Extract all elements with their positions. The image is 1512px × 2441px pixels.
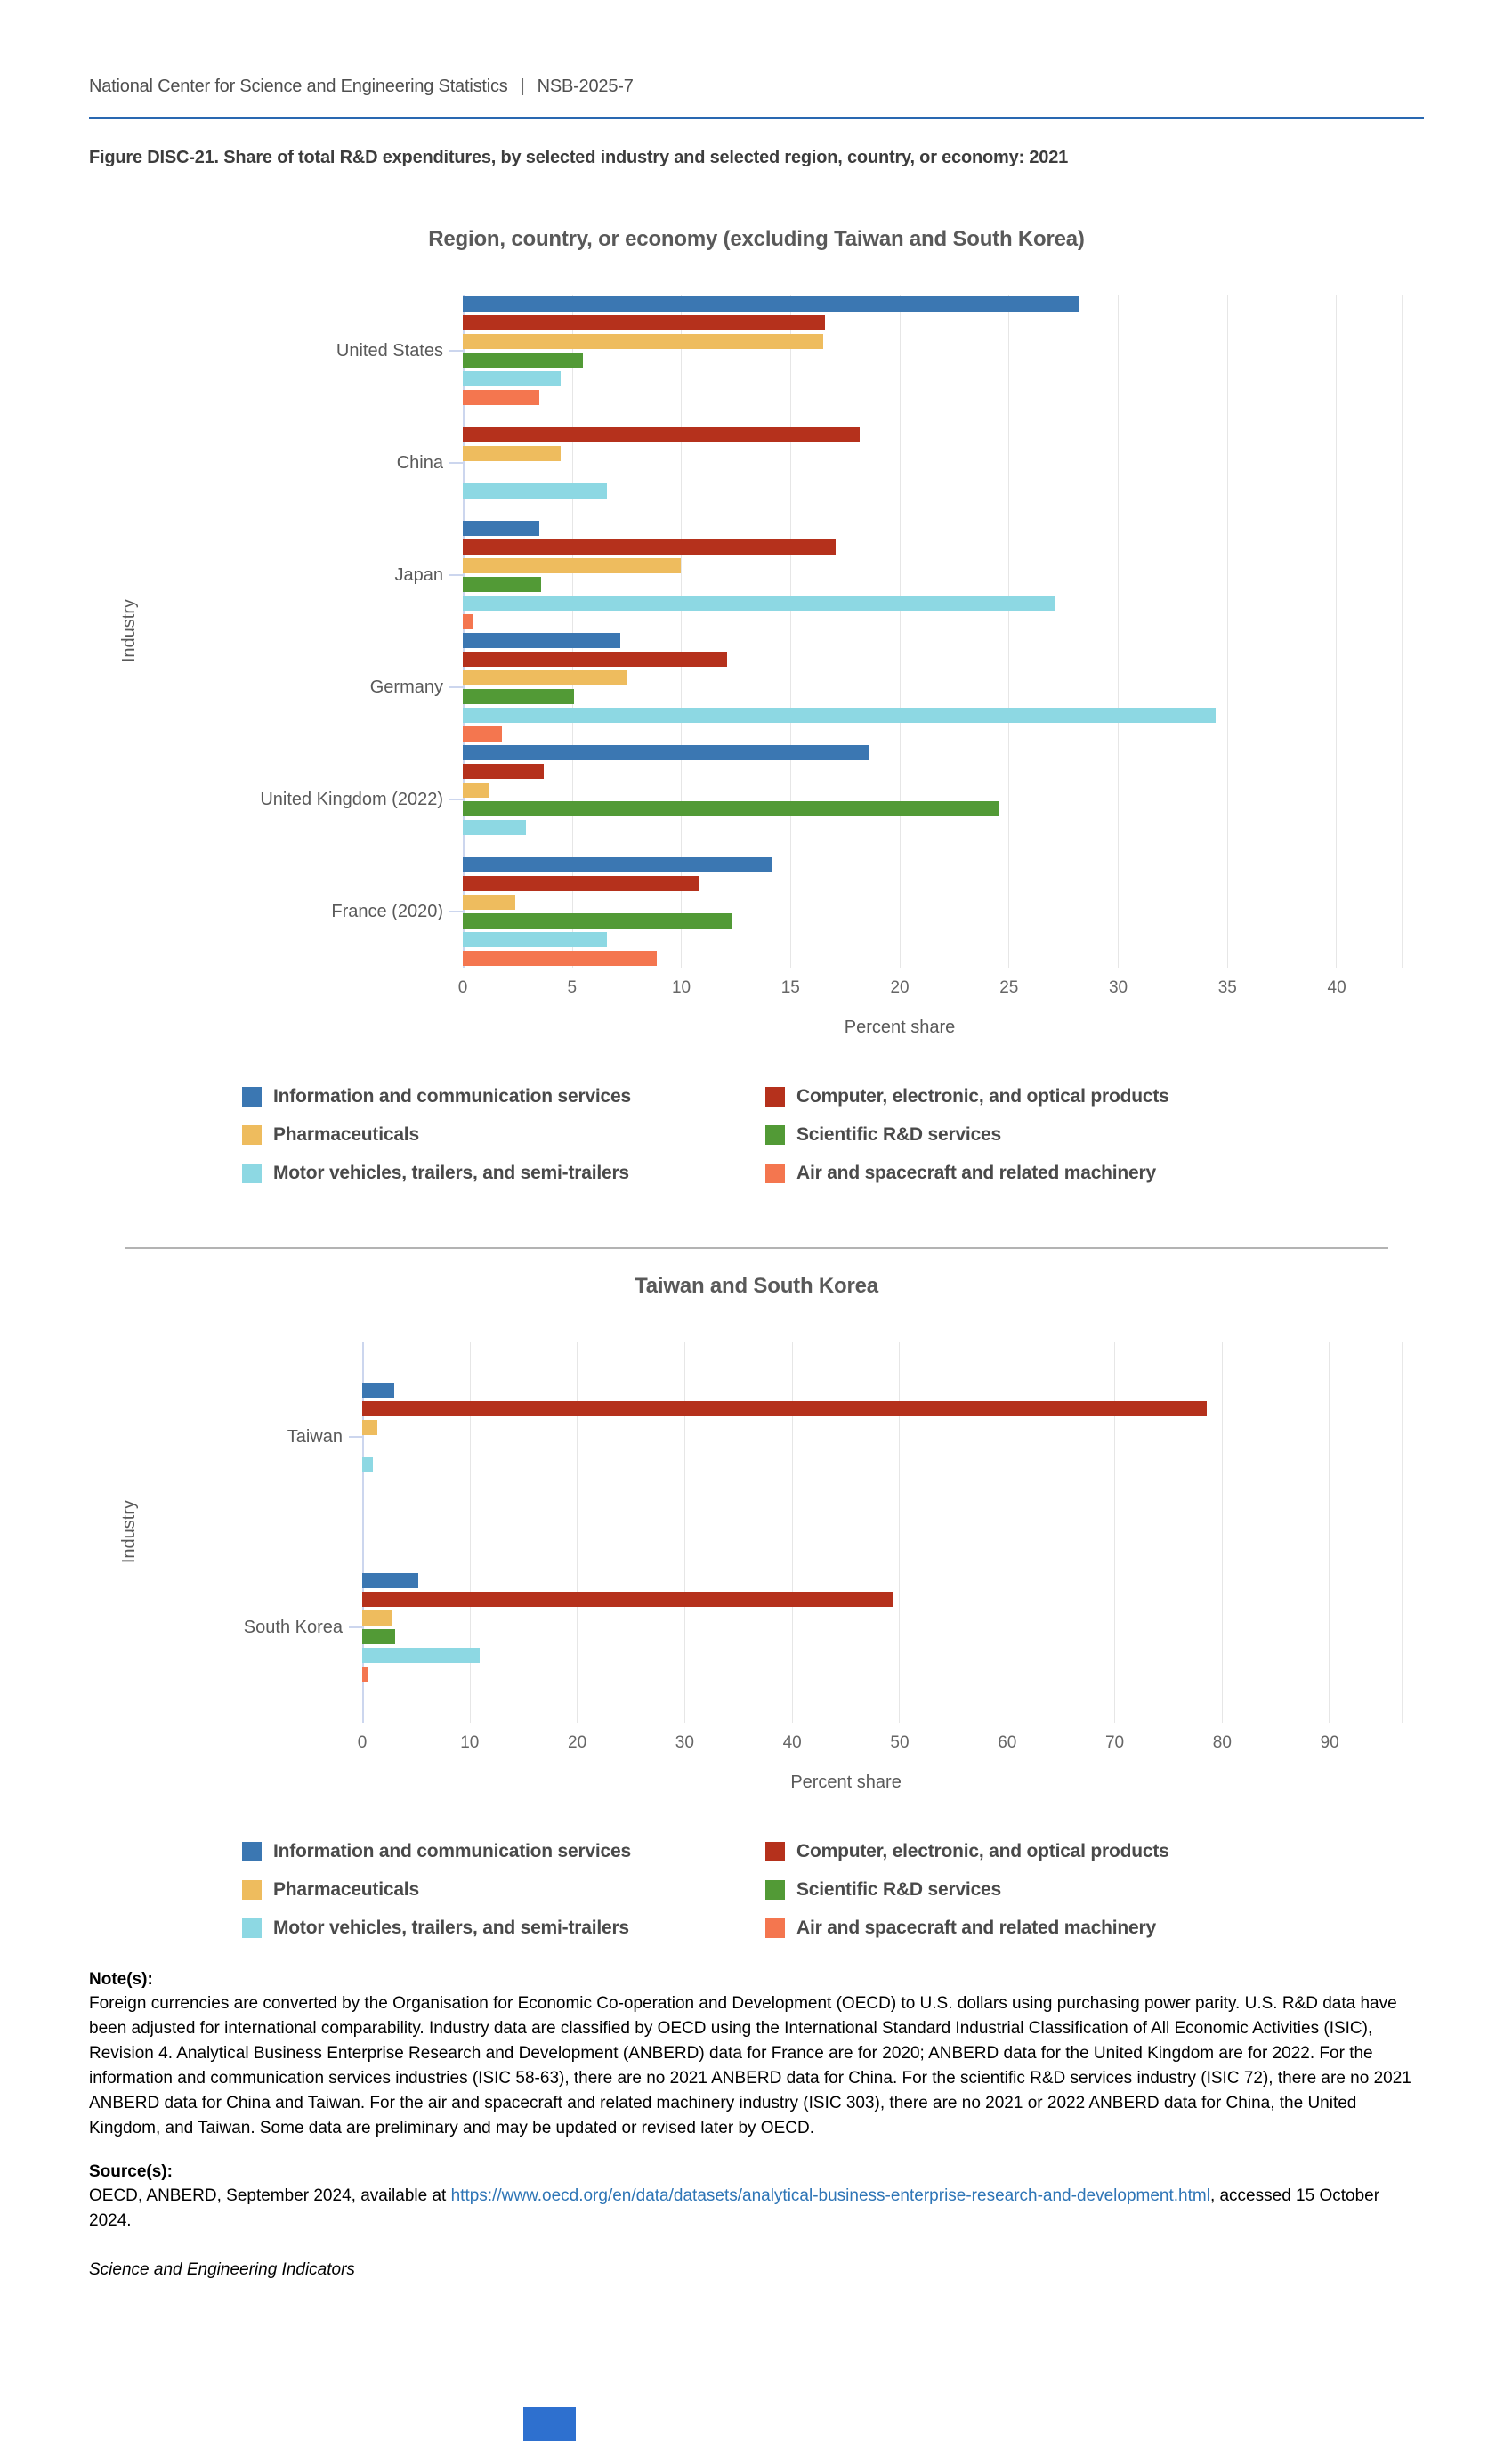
bar-slot (463, 874, 1402, 893)
bar-slot (463, 799, 1402, 818)
x-tick-label: 20 (568, 1733, 587, 1752)
category-tick (449, 574, 463, 576)
bar-slot (463, 388, 1402, 407)
x-axis-label: Percent share (844, 1018, 956, 1037)
bar-slot (463, 426, 1402, 444)
bar-slot (463, 762, 1402, 781)
bar-slot (362, 1381, 1402, 1399)
category-tick (449, 911, 463, 912)
source-prefix: OECD, ANBERD, September 2024, available at (89, 2186, 451, 2205)
bar (463, 427, 860, 442)
bar (463, 539, 836, 555)
category-label-text: France (2020) (331, 901, 443, 921)
bar-slot (463, 538, 1402, 556)
x-axis-label-row (463, 1018, 1403, 1038)
bar-slot (463, 612, 1402, 631)
bar-slot (463, 407, 1402, 426)
bar (463, 446, 561, 461)
legend-item (242, 1870, 765, 1909)
notes-label: Note(s): (89, 1970, 153, 1989)
notes-section (89, 1970, 1424, 2141)
bar (463, 633, 620, 648)
plot-area (463, 295, 1403, 968)
bar (463, 932, 607, 947)
bar-slot (463, 818, 1402, 837)
bar (463, 652, 727, 667)
bar-group (463, 631, 1402, 743)
category-tick (449, 350, 463, 352)
publication-name: Science and Engineering Indicators (89, 2260, 355, 2279)
bar (463, 614, 473, 629)
bar-slot (463, 463, 1402, 482)
bar-slot (463, 332, 1402, 351)
legend-column-right (765, 1832, 1169, 1947)
bar-group (463, 407, 1402, 519)
legend-column-left (242, 1077, 765, 1192)
bar-slot (362, 1571, 1402, 1590)
bar-slot (362, 1474, 1402, 1493)
y-axis-label-text: Industry (118, 1500, 139, 1564)
bar (463, 353, 583, 368)
x-tick-label: 15 (780, 978, 800, 997)
bar-slot (362, 1627, 1402, 1646)
x-tick-label: 80 (1212, 1733, 1232, 1752)
bar (463, 334, 823, 349)
x-axis-ticks (357, 1733, 1403, 1760)
category-label (169, 519, 463, 631)
legend-item (242, 1154, 765, 1192)
legend (242, 1077, 1424, 1192)
bar-slot (362, 1437, 1402, 1456)
bar-slot (362, 1399, 1402, 1418)
chart-title: Taiwan and South Korea (635, 1274, 878, 1298)
x-axis-label-row (362, 1772, 1403, 1793)
bar (362, 1420, 377, 1435)
bar (362, 1610, 392, 1626)
category-label-text: Germany (369, 677, 443, 697)
legend-swatch (765, 1087, 785, 1107)
legend-label: Air and spacecraft and related machinery (796, 1162, 1156, 1183)
x-axis-label: Percent share (790, 1772, 902, 1792)
x-tick-label: 10 (460, 1733, 480, 1752)
legend-swatch (242, 1880, 262, 1900)
bar-slot (463, 912, 1402, 930)
legend-swatch (242, 1842, 262, 1861)
x-tick-label: 35 (1217, 978, 1237, 997)
bar (463, 820, 526, 835)
category-label (169, 856, 463, 968)
bar-slot (463, 893, 1402, 912)
legend-label: Scientific R&D services (796, 1123, 1002, 1145)
header-separator: | (520, 77, 525, 96)
bar (362, 1401, 1207, 1416)
plot-grid (89, 295, 1424, 968)
category-label (169, 295, 463, 407)
y-axis-label-text: Industry (118, 599, 139, 663)
bar-slot (362, 1418, 1402, 1437)
y-axis-label (89, 295, 169, 968)
legend-label: Pharmaceuticals (273, 1878, 419, 1900)
legend-item (242, 1832, 765, 1870)
bar-group (463, 743, 1402, 856)
legend-item (765, 1909, 1169, 1947)
category-label-text: Japan (394, 564, 443, 585)
bar (463, 708, 1216, 723)
x-tick-label: 30 (1108, 978, 1128, 997)
bar (362, 1573, 418, 1588)
legend-item (765, 1115, 1169, 1154)
bar-slot (463, 669, 1402, 687)
bar-slot (463, 781, 1402, 799)
bar (362, 1383, 394, 1398)
category-label-text: South Korea (243, 1617, 343, 1637)
x-tick-label: 40 (1327, 978, 1346, 997)
bar (463, 577, 541, 592)
x-axis-ticks (457, 978, 1403, 1005)
bar (463, 596, 1055, 611)
x-tick-label: 70 (1104, 1733, 1125, 1752)
bar-group (362, 1532, 1402, 1723)
legend-label: Information and communication services (273, 1840, 631, 1861)
legend-label: Motor vehicles, trailers, and semi-trailers (273, 1917, 629, 1938)
category-column (169, 1342, 362, 1723)
bar-slot (463, 519, 1402, 538)
bar-slot (362, 1646, 1402, 1665)
header-rule (89, 117, 1424, 119)
x-tick-label: 5 (567, 978, 578, 997)
bar-slot (463, 594, 1402, 612)
x-tick-label: 40 (782, 1733, 802, 1752)
plot-grid (89, 1342, 1424, 1723)
source-label: Source(s): (89, 2162, 173, 2181)
legend-item (765, 1077, 1169, 1115)
x-tick-label: 90 (1320, 1733, 1339, 1752)
legend-swatch (765, 1164, 785, 1183)
category-label-text: Taiwan (287, 1426, 343, 1447)
x-tick-label: 0 (357, 1733, 368, 1752)
legend-label: Air and spacecraft and related machinery (796, 1917, 1156, 1938)
legend-item (765, 1154, 1169, 1192)
x-tick-label: 10 (671, 978, 691, 997)
bar (362, 1592, 893, 1607)
bar (463, 895, 515, 910)
chart-taiwan-south-korea (89, 1274, 1424, 1947)
legend-label: Computer, electronic, and optical products (796, 1840, 1169, 1861)
legend-column-right (765, 1077, 1169, 1192)
bar-slot (463, 575, 1402, 594)
bar (463, 670, 627, 685)
chart-region-country-economy (89, 227, 1424, 1192)
bar-slot (463, 856, 1402, 874)
bar-slot (463, 930, 1402, 949)
plot-area (362, 1342, 1403, 1723)
bar (463, 558, 681, 573)
bar-slot (463, 369, 1402, 388)
bar-group (463, 519, 1402, 631)
legend-label: Pharmaceuticals (273, 1123, 419, 1145)
bar (463, 371, 561, 386)
legend-swatch (242, 1918, 262, 1938)
category-tick (349, 1436, 362, 1438)
legend-swatch (242, 1125, 262, 1145)
bar-slot (463, 743, 1402, 762)
bar (362, 1629, 395, 1644)
bar-slot (463, 725, 1402, 743)
category-label (169, 1342, 362, 1532)
source-text (89, 2184, 1424, 2234)
bar (463, 764, 544, 779)
bar-slot (463, 351, 1402, 369)
bar-group (362, 1342, 1402, 1532)
source-link[interactable]: https://www.oecd.org/en/data/datasets/analytical-business-enterprise-research-and-development.html (450, 2186, 1210, 2205)
bar (463, 726, 502, 742)
legend-swatch (765, 1842, 785, 1861)
bar-slot (463, 706, 1402, 725)
legend-label: Scientific R&D services (796, 1878, 1002, 1900)
bar-slot (362, 1665, 1402, 1683)
legend-swatch (765, 1918, 785, 1938)
report-header (89, 0, 1424, 97)
legend-column-left (242, 1832, 765, 1947)
bar (463, 745, 869, 760)
notes-text: Foreign currencies are converted by the Organisation for Economic Co-operation and Development (OECD) to U.S. dollars using purchasing power parity. U.S. R&D data have been adjusted for international comparability. Industry data are classified by OECD using the International Standard Industrial Classification of All Economic Activities (ISIC), Revision 4. Analytical Business Enterprise Research and Development (ANBERD) data for France are for 2020; ANBERD data for the United Kingdom are for 2022. For the information and communication services industries (ISIC 58-63), there are no 2021 ANBERD data for China. For the scientific R&D services industry (ISIC 72), there are no 2021 ANBERD data for China and Taiwan. For the air and spacecraft and related machinery industry (ISIC 303), there are no 2021 or 2022 ANBERD data for China, the United Kingdom, and Taiwan. Some data are preliminary and may be updated or revised later by OECD. (89, 1994, 1411, 2137)
bar-slot (463, 500, 1402, 519)
category-tick (449, 799, 463, 800)
bar (463, 913, 732, 929)
legend-item (765, 1870, 1169, 1909)
report-id: NSB-2025-7 (537, 77, 634, 96)
category-label (169, 631, 463, 743)
bar-slot (463, 313, 1402, 332)
x-tick-label: 50 (890, 1733, 910, 1752)
bar (463, 390, 539, 405)
legend (242, 1832, 1424, 1947)
legend-item (242, 1909, 765, 1947)
legend-swatch (242, 1164, 262, 1183)
chart-title: Region, country, or economy (excluding Taiwan and South Korea) (428, 227, 1085, 251)
legend-swatch (242, 1087, 262, 1107)
category-tick (449, 686, 463, 688)
bar (463, 876, 699, 891)
bar-slot (463, 687, 1402, 706)
bar-slot (463, 295, 1402, 313)
legend-item (242, 1115, 765, 1154)
category-tick (449, 462, 463, 464)
bar (463, 521, 539, 536)
bar (463, 689, 574, 704)
bar (362, 1667, 368, 1682)
bar (362, 1457, 373, 1472)
y-axis-label (89, 1342, 169, 1723)
legend-swatch (765, 1880, 785, 1900)
legend-item (765, 1832, 1169, 1870)
category-label-text: United Kingdom (2022) (260, 789, 443, 809)
legend-item (242, 1077, 765, 1115)
legend-swatch (765, 1125, 785, 1145)
bar (463, 483, 607, 499)
x-tick-label: 25 (999, 978, 1019, 997)
bar-slot (362, 1590, 1402, 1609)
bar-slot (463, 482, 1402, 500)
bar-slot (463, 556, 1402, 575)
bar-group (463, 856, 1402, 968)
x-tick-label: 60 (998, 1733, 1017, 1752)
bar-slot (463, 631, 1402, 650)
x-tick-label: 20 (890, 978, 910, 997)
bar-slot (463, 650, 1402, 669)
figure-title: Figure DISC-21. Share of total R&D expenditures, by selected industry and selected region, country, or economy: 2021 (89, 148, 1069, 167)
bar-slot (362, 1456, 1402, 1474)
category-label-text: China (396, 452, 443, 473)
x-tick-label: 0 (457, 978, 468, 997)
bar (463, 315, 825, 330)
legend-label: Computer, electronic, and optical products (796, 1085, 1169, 1107)
category-label (169, 407, 463, 519)
source-section (89, 2162, 1424, 2234)
legend-label: Information and communication services (273, 1085, 631, 1107)
category-column (169, 295, 463, 968)
bar (463, 951, 657, 966)
bar (463, 857, 772, 872)
bar (463, 801, 999, 816)
bar-slot (362, 1609, 1402, 1627)
x-tick-label: 30 (675, 1733, 694, 1752)
bar-slot (463, 949, 1402, 968)
legend-label: Motor vehicles, trailers, and semi-trailers (273, 1162, 629, 1183)
category-label-text: United States (336, 340, 443, 361)
bar-slot (463, 837, 1402, 856)
category-tick (349, 1626, 362, 1628)
bar-slot (463, 444, 1402, 463)
category-label (169, 1532, 362, 1723)
category-label (169, 743, 463, 856)
footer-blue-block[interactable] (523, 2407, 576, 2441)
bar (463, 296, 1079, 312)
bar (362, 1648, 480, 1663)
source-suffix: , accessed 15 October 2024. (89, 2186, 1380, 2230)
agency-name: National Center for Science and Engineering Statistics (89, 77, 508, 96)
bar (463, 783, 489, 798)
section-divider (125, 1247, 1388, 1249)
bar-group (463, 295, 1402, 407)
